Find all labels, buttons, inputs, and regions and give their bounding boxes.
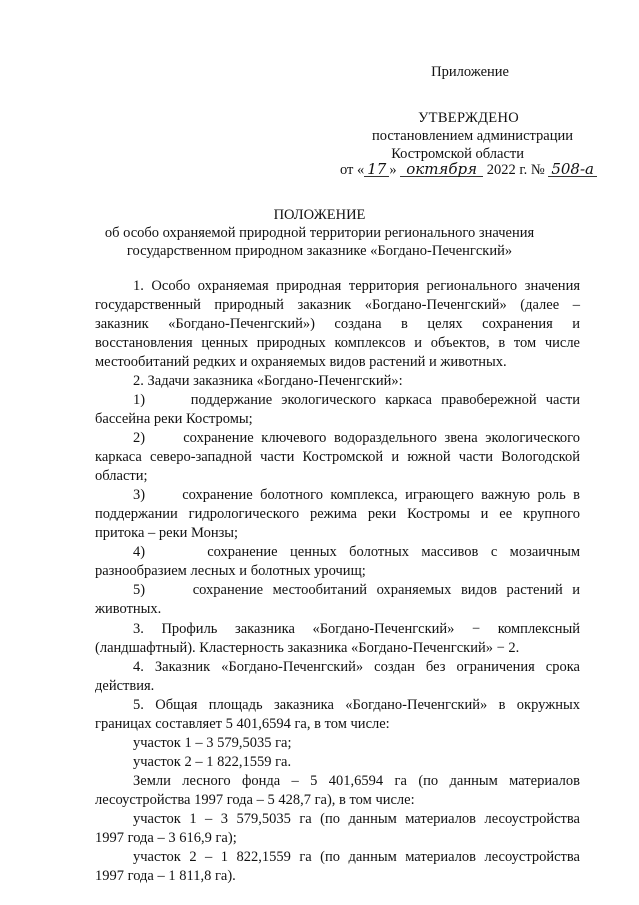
paragraph-2 — [95, 372, 580, 391]
paragraph-4 — [95, 658, 580, 696]
task-line: 1) поддержание экологического каркаса правобережной части — [133, 392, 580, 408]
date-prefix: от « — [339, 162, 365, 178]
paragraph-line: границах составляет 5 401,6594 га, в том числе: — [95, 716, 390, 732]
paragraph-line: участок 2 – 1 822,1559 га (по данным материалов лесоустройства — [133, 849, 580, 865]
task-line: каркаса северо-западной части Костромской и южной части Вологодской — [95, 449, 580, 465]
area-item-2: участок 2 – 1 822,1559 га. — [133, 754, 292, 770]
paragraph-line: заказник «Богдано-Печенгский») создана в целях сохранения и — [95, 316, 580, 332]
task-line: притока – реки Монзы; — [95, 525, 239, 541]
task-line: разнообразием лесных и болотных урочищ; — [95, 563, 366, 579]
document-subtitle-line-2: государственном природном заказнике «Богдано-Печенгский» — [126, 243, 513, 259]
task-line: животных. — [95, 601, 162, 617]
task-line: области; — [95, 468, 148, 484]
paragraph-line: 4. Заказник «Богдано-Печенгский» создан без ограничения срока — [133, 659, 580, 675]
task-5 — [95, 581, 580, 619]
paragraph-line: действия. — [95, 678, 155, 694]
task-line: 4) сохранение ценных болотных массивов с мозаичным — [133, 544, 580, 560]
paragraph-line: местообитаний редких и охраняемых видов растений и животных. — [95, 354, 507, 370]
task-line: 5) сохранение местообитаний охраняемых видов растений и — [133, 582, 580, 598]
task-1 — [95, 391, 580, 429]
paragraph-line: 1997 года – 1 811,8 га). — [95, 868, 236, 884]
task-4 — [95, 543, 580, 581]
paragraph-line: Земли лесного фонда – 5 401,6594 га (по данным материалов — [133, 773, 580, 789]
forest-section-2 — [95, 848, 580, 886]
date-day-handwritten: 17 — [364, 162, 389, 177]
paragraph-line: 1. Особо охраняемая природная территория регионального значения — [133, 278, 580, 294]
paragraph-line: (ландшафтный). Кластерность заказника «Богдано-Печенгский» − 2. — [95, 640, 520, 656]
paragraph-line: государственный природный заказник «Богдано-Печенгский» (далее – — [95, 297, 580, 313]
date-year-number-label: 2022 г. № — [486, 162, 545, 178]
decree-date-line — [340, 162, 597, 179]
document-number-handwritten: 508-а — [548, 162, 597, 177]
paragraph-line: 5. Общая площадь заказника «Богдано-Печенгский» в окружных — [133, 697, 580, 713]
area-item-1: участок 1 – 3 579,5035 га; — [133, 735, 292, 751]
task-line: 3) сохранение болотного комплекса, играющего важную роль в — [133, 487, 580, 503]
task-3 — [95, 486, 580, 543]
paragraph-3 — [95, 620, 580, 658]
paragraph-line: восстановления ценных природных комплексов и объектов, в том числе — [95, 335, 580, 351]
paragraph-line: 3. Профиль заказника «Богдано-Печенгский» − комплексный — [133, 621, 580, 637]
task-2 — [95, 429, 580, 486]
appendix-label: Приложение — [431, 64, 509, 80]
task-line: 2) сохранение ключевого водораздельного звена экологического — [133, 430, 580, 446]
task-line: бассейна реки Костромы; — [95, 411, 253, 427]
decree-line-2: Костромской области — [391, 146, 524, 162]
paragraph-line: участок 1 – 3 579,5035 га (по данным материалов лесоустройства — [133, 811, 580, 827]
paragraph-5 — [95, 696, 580, 772]
paragraph-line: лесоустройства 1997 года – 5 428,7 га), в том числе: — [95, 792, 415, 808]
paragraph-line: 2. Задачи заказника «Богдано-Печенгский»: — [133, 373, 403, 389]
document-title: ПОЛОЖЕНИЕ — [273, 207, 366, 223]
approved-heading: УТВЕРЖДЕНО — [418, 110, 519, 126]
task-line: поддержании гидрологического режима реки Костромы и ее крупного — [95, 506, 580, 522]
paragraph-1 — [95, 277, 580, 372]
paragraph-line: 1997 года – 3 616,9 га); — [95, 830, 237, 846]
document-subtitle-line-1: об особо охраняемой природной территории регионального значения — [104, 225, 535, 241]
forest-section-1 — [95, 810, 580, 848]
date-month-handwritten: октября — [400, 162, 483, 177]
decree-line-1: постановлением администрации — [371, 128, 573, 144]
date-mid: » — [389, 162, 397, 178]
forest-lands-paragraph — [95, 772, 580, 810]
